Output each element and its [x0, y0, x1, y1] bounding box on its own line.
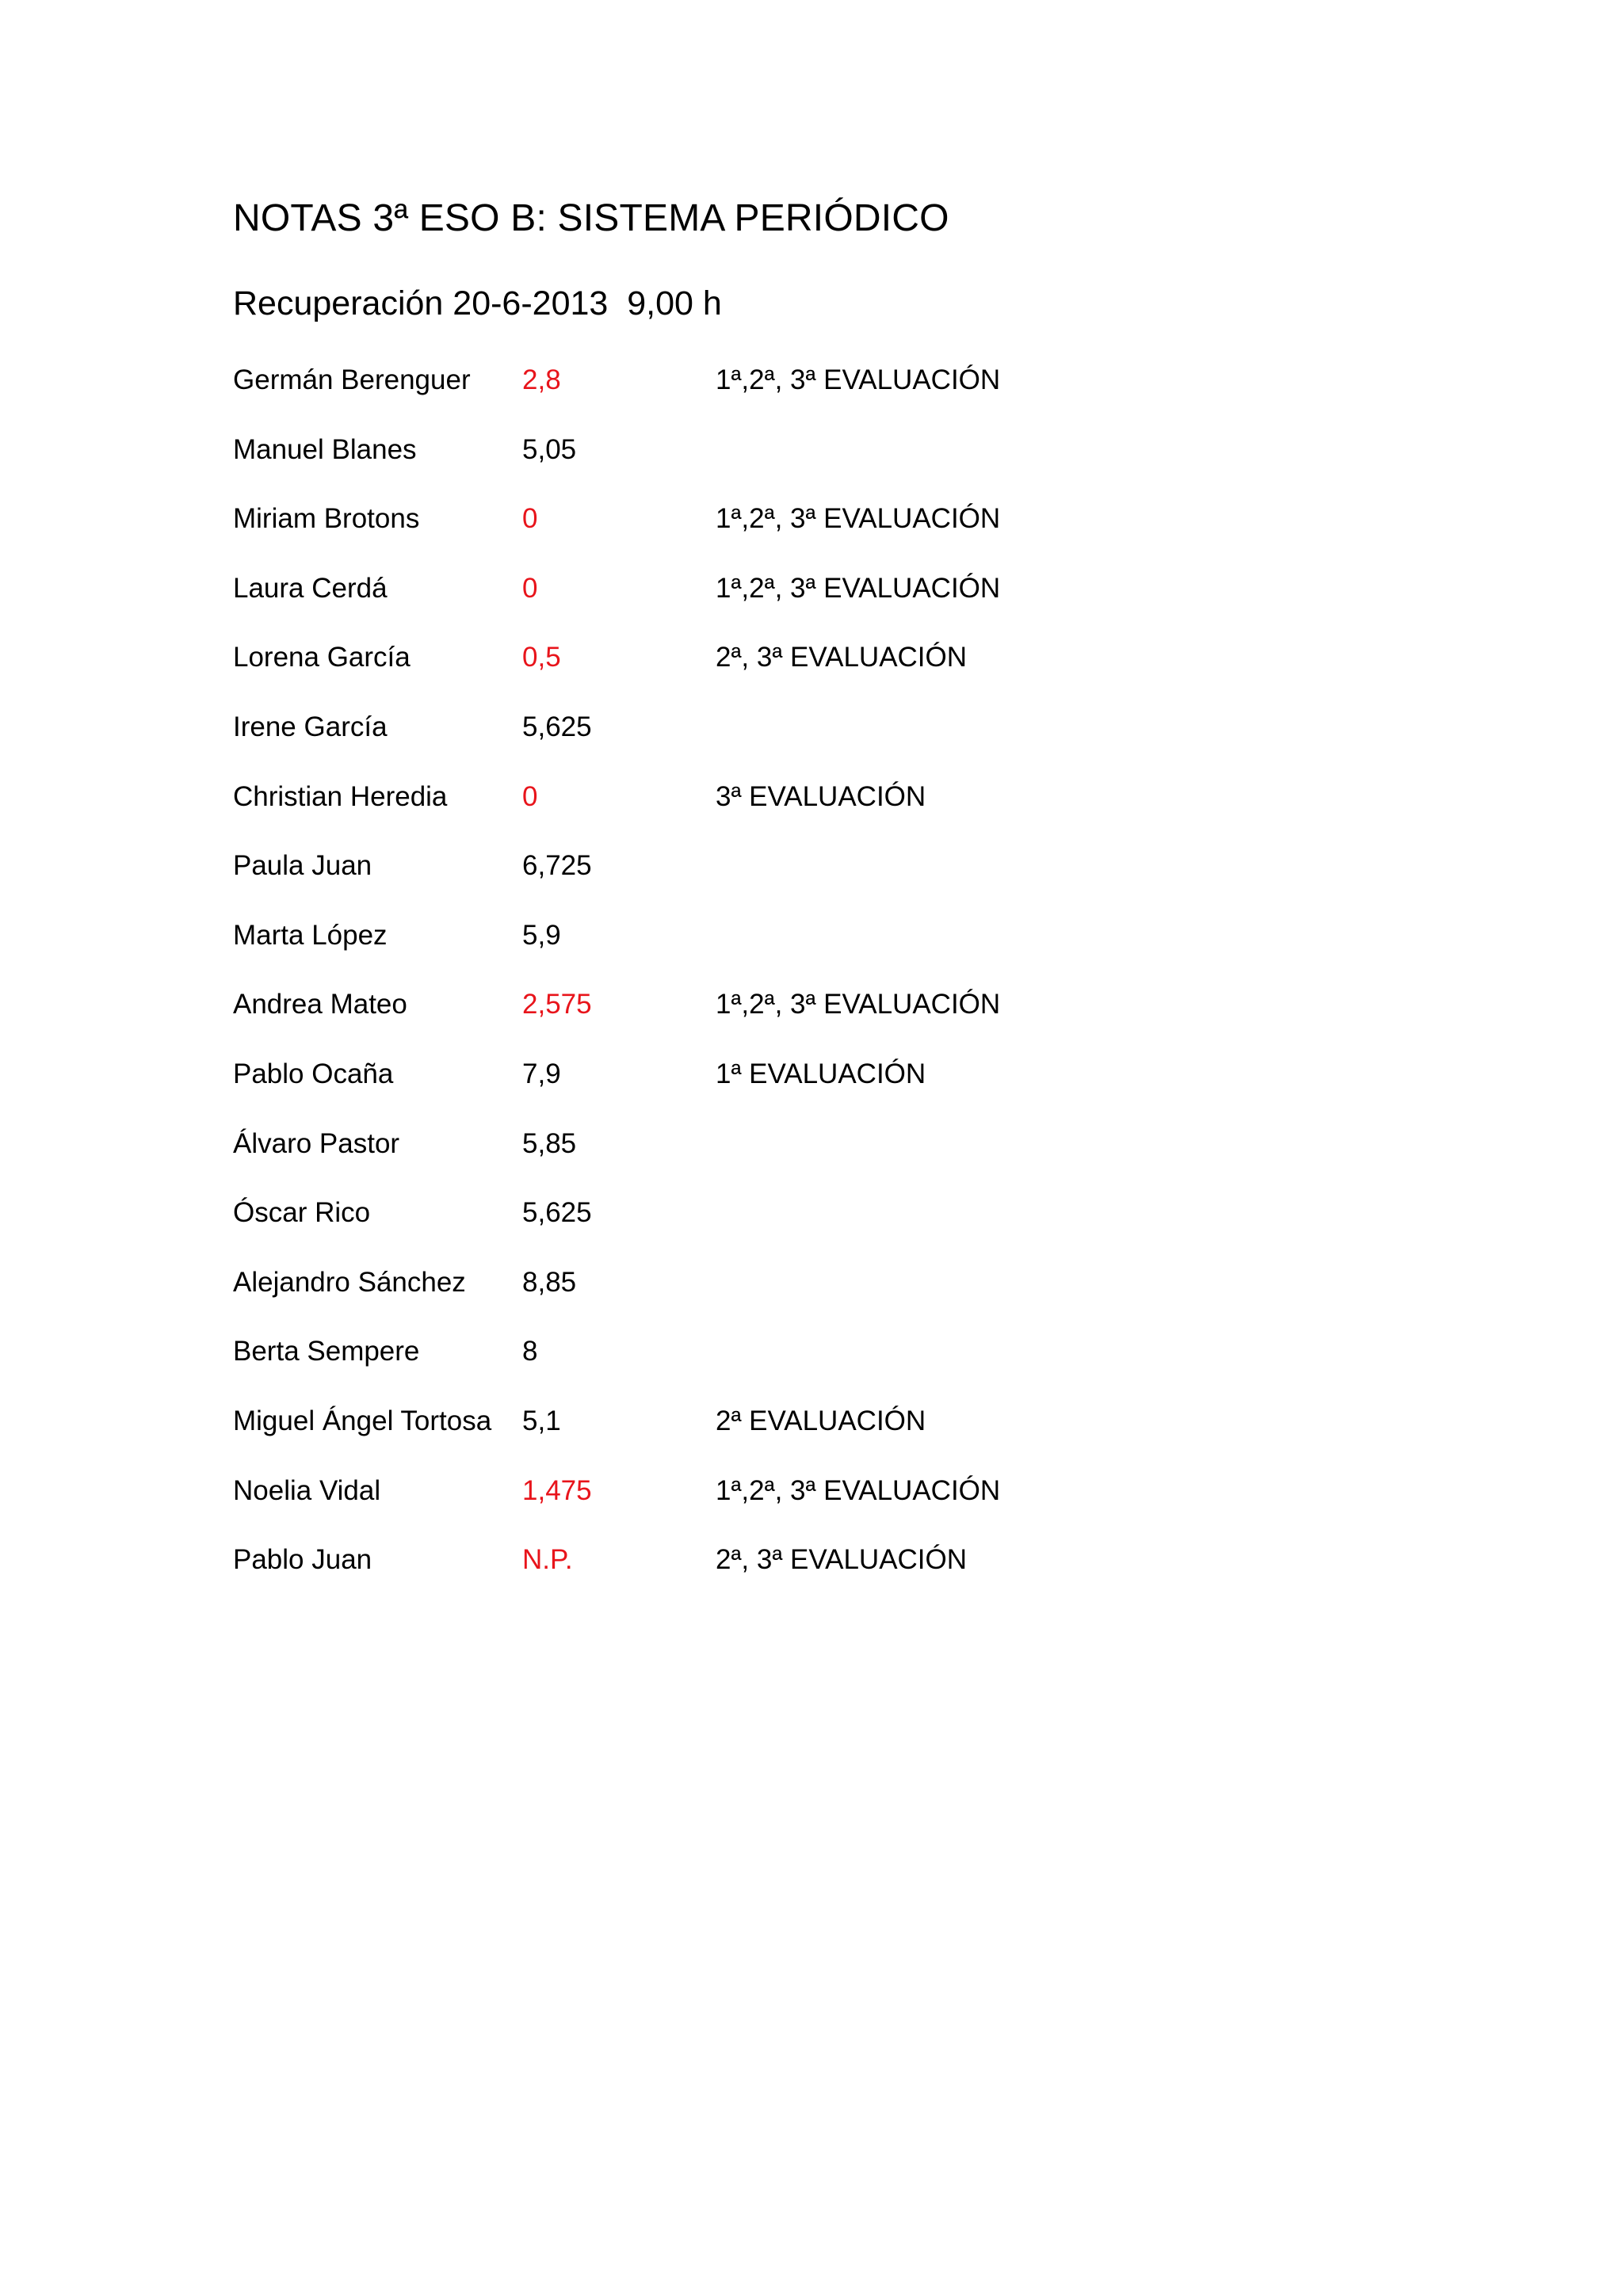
student-name: Andrea Mateo — [233, 989, 407, 1020]
student-grade: 5,625 — [522, 1197, 592, 1229]
student-name: Alejandro Sánchez — [233, 1266, 466, 1298]
pending-evaluations: 2ª EVALUACIÓN — [716, 1405, 926, 1436]
grade-row — [233, 1124, 1184, 1194]
grade-row — [233, 916, 1184, 986]
student-name: Germán Berenguer — [233, 364, 471, 395]
pending-evaluations: 1ª EVALUACIÓN — [716, 1058, 926, 1089]
student-grade: 8 — [522, 1336, 538, 1367]
student-name: Christian Heredia — [233, 780, 448, 812]
student-grade: 2,575 — [522, 989, 592, 1020]
student-grade: 5,1 — [522, 1405, 561, 1436]
pending-evaluations: 3ª EVALUACIÓN — [716, 780, 926, 812]
student-grade: 5,9 — [522, 919, 561, 951]
student-name: Lorena García — [233, 642, 411, 673]
student-grade: 0,5 — [522, 642, 561, 673]
grade-row — [233, 1540, 1184, 1610]
student-name: Manuel Blanes — [233, 433, 417, 465]
grade-row — [233, 1471, 1184, 1541]
grade-row — [233, 360, 1184, 430]
grade-row — [233, 1402, 1184, 1471]
student-name: Noelia Vidal — [233, 1474, 381, 1506]
grade-row — [233, 1263, 1184, 1333]
student-name: Pablo Ocaña — [233, 1058, 394, 1089]
grade-row — [233, 1193, 1184, 1263]
student-name: Berta Sempere — [233, 1336, 420, 1367]
student-grade: 5,05 — [522, 433, 577, 465]
student-name: Miriam Brotons — [233, 503, 420, 535]
student-grade: 1,475 — [522, 1474, 592, 1506]
student-name: Pablo Juan — [233, 1544, 372, 1576]
document-subtitle: Recuperación 20-6-2013 9,00 h — [233, 284, 722, 322]
pending-evaluations: 1ª,2ª, 3ª EVALUACIÓN — [716, 503, 1001, 535]
student-grade: 7,9 — [522, 1058, 561, 1089]
grade-row — [233, 569, 1184, 639]
grade-row — [233, 985, 1184, 1055]
student-grade: N.P. — [522, 1544, 573, 1576]
document-title: NOTAS 3ª ESO B: SISTEMA PERIÓDICO — [233, 197, 949, 239]
student-grade: 0 — [522, 572, 538, 604]
student-grade: 5,625 — [522, 711, 592, 742]
student-name: Marta López — [233, 919, 388, 951]
pending-evaluations: 1ª,2ª, 3ª EVALUACIÓN — [716, 364, 1001, 395]
pending-evaluations: 2ª, 3ª EVALUACIÓN — [716, 1544, 968, 1576]
grade-row — [233, 1332, 1184, 1402]
grade-row — [233, 1055, 1184, 1124]
student-name: Irene García — [233, 711, 388, 742]
grade-row — [233, 846, 1184, 916]
student-name: Laura Cerdá — [233, 572, 388, 604]
pending-evaluations: 1ª,2ª, 3ª EVALUACIÓN — [716, 989, 1001, 1020]
student-name: Álvaro Pastor — [233, 1127, 400, 1159]
pending-evaluations: 1ª,2ª, 3ª EVALUACIÓN — [716, 1474, 1001, 1506]
student-grade: 0 — [522, 780, 538, 812]
pending-evaluations: 1ª,2ª, 3ª EVALUACIÓN — [716, 572, 1001, 604]
grade-row — [233, 707, 1184, 777]
grade-row — [233, 499, 1184, 569]
grade-row — [233, 777, 1184, 847]
student-grade: 6,725 — [522, 850, 592, 882]
student-grade: 8,85 — [522, 1266, 577, 1298]
student-name: Paula Juan — [233, 850, 372, 882]
student-grade: 2,8 — [522, 364, 561, 395]
student-grade: 5,85 — [522, 1127, 577, 1159]
grades-list — [233, 360, 1184, 1610]
pending-evaluations: 2ª, 3ª EVALUACIÓN — [716, 642, 968, 673]
student-name: Óscar Rico — [233, 1197, 371, 1229]
student-grade: 0 — [522, 503, 538, 535]
student-name: Miguel Ángel Tortosa — [233, 1405, 492, 1436]
grade-row — [233, 430, 1184, 500]
grade-row — [233, 638, 1184, 707]
